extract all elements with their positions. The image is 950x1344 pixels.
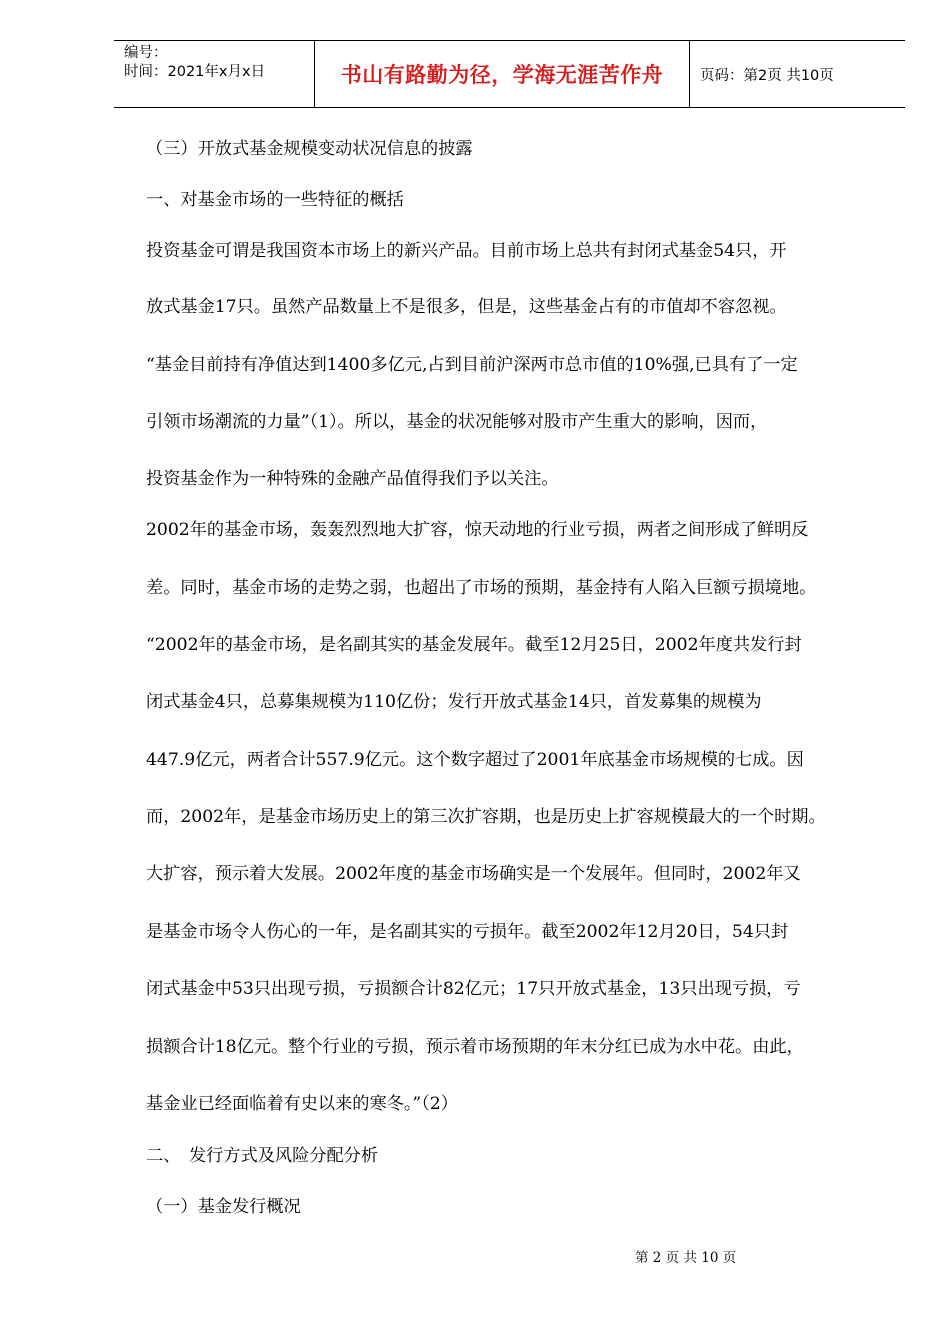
page-header	[114, 40, 905, 108]
number-label: 编号：	[124, 45, 168, 61]
body-line: 放式基金17只。虽然产品数量上不是很多，但是，这些基金占有的市值却不容忽视。	[146, 297, 787, 317]
time-label: 时间：2021年x月x日	[124, 64, 266, 80]
section-heading: 一、对基金市场的一些特征的概括	[146, 190, 404, 210]
body-line: 投资基金作为一种特殊的金融产品值得我们予以关注。	[146, 469, 559, 489]
body-line: 引领市场潮流的力量”（1）。所以，基金的状况能够对股市产生重大的影响，因而，	[146, 412, 768, 432]
body-line: 投资基金可谓是我国资本市场上的新兴产品。目前市场上总共有封闭式基金54只，开	[146, 241, 787, 261]
body-line: 而，2002年，是基金市场历史上的第三次扩容期，也是历史上扩容规模最大的一个时期。	[146, 807, 826, 827]
body-line: 闭式基金中53只出现亏损，亏损额合计82亿元；17只开放式基金，13只出现亏损，亏	[146, 979, 801, 999]
body-line: “2002年的基金市场，是名副其实的基金发展年。截至12月25日，2002年度共发行封	[146, 635, 802, 655]
header-motto: 书山有路勤为径，学海无涯苦作舟	[315, 41, 690, 107]
body-line: 损额合计18亿元。整个行业的亏损，预示着市场预期的年末分红已成为水中花。由此，	[146, 1037, 804, 1057]
body-line: 差。同时，基金市场的走势之弱，也超出了市场的预期，基金持有人陷入巨额亏损境地。	[146, 578, 817, 598]
body-line: 闭式基金4只，总募集规模为110亿份；发行开放式基金14只，首发募集的规模为	[146, 692, 762, 712]
section-heading: （一）基金发行概况	[146, 1197, 301, 1217]
body-line: “基金目前持有净值达到1400多亿元,占到目前沪深两市总市值的10%强,已具有了一定	[146, 355, 798, 375]
body-line: 2002年的基金市场，轰轰烈烈地大扩容，惊天动地的行业亏损，两者之间形成了鲜明反	[146, 520, 809, 540]
body-line: 大扩容，预示着大发展。2002年度的基金市场确实是一个发展年。但同时，2002年又	[146, 864, 801, 884]
body-line: 基金业已经面临着有史以来的寒冬。”（2）	[146, 1094, 458, 1114]
body-line: 是基金市场令人伤心的一年，是名副其实的亏损年。截至2002年12月20日，54只封	[146, 922, 789, 942]
body-line: 447.9亿元，两者合计557.9亿元。这个数字超过了2001年底基金市场规模的七成。因	[146, 750, 804, 770]
section-heading: 二、 发行方式及风险分配分析	[146, 1146, 379, 1166]
header-page-info: 页码：第2页 共10页	[700, 67, 834, 84]
page-footer: 第 2 页 共 10 页	[635, 1250, 737, 1266]
section-heading: （三）开放式基金规模变动状况信息的披露	[146, 139, 473, 159]
header-meta	[114, 41, 315, 107]
